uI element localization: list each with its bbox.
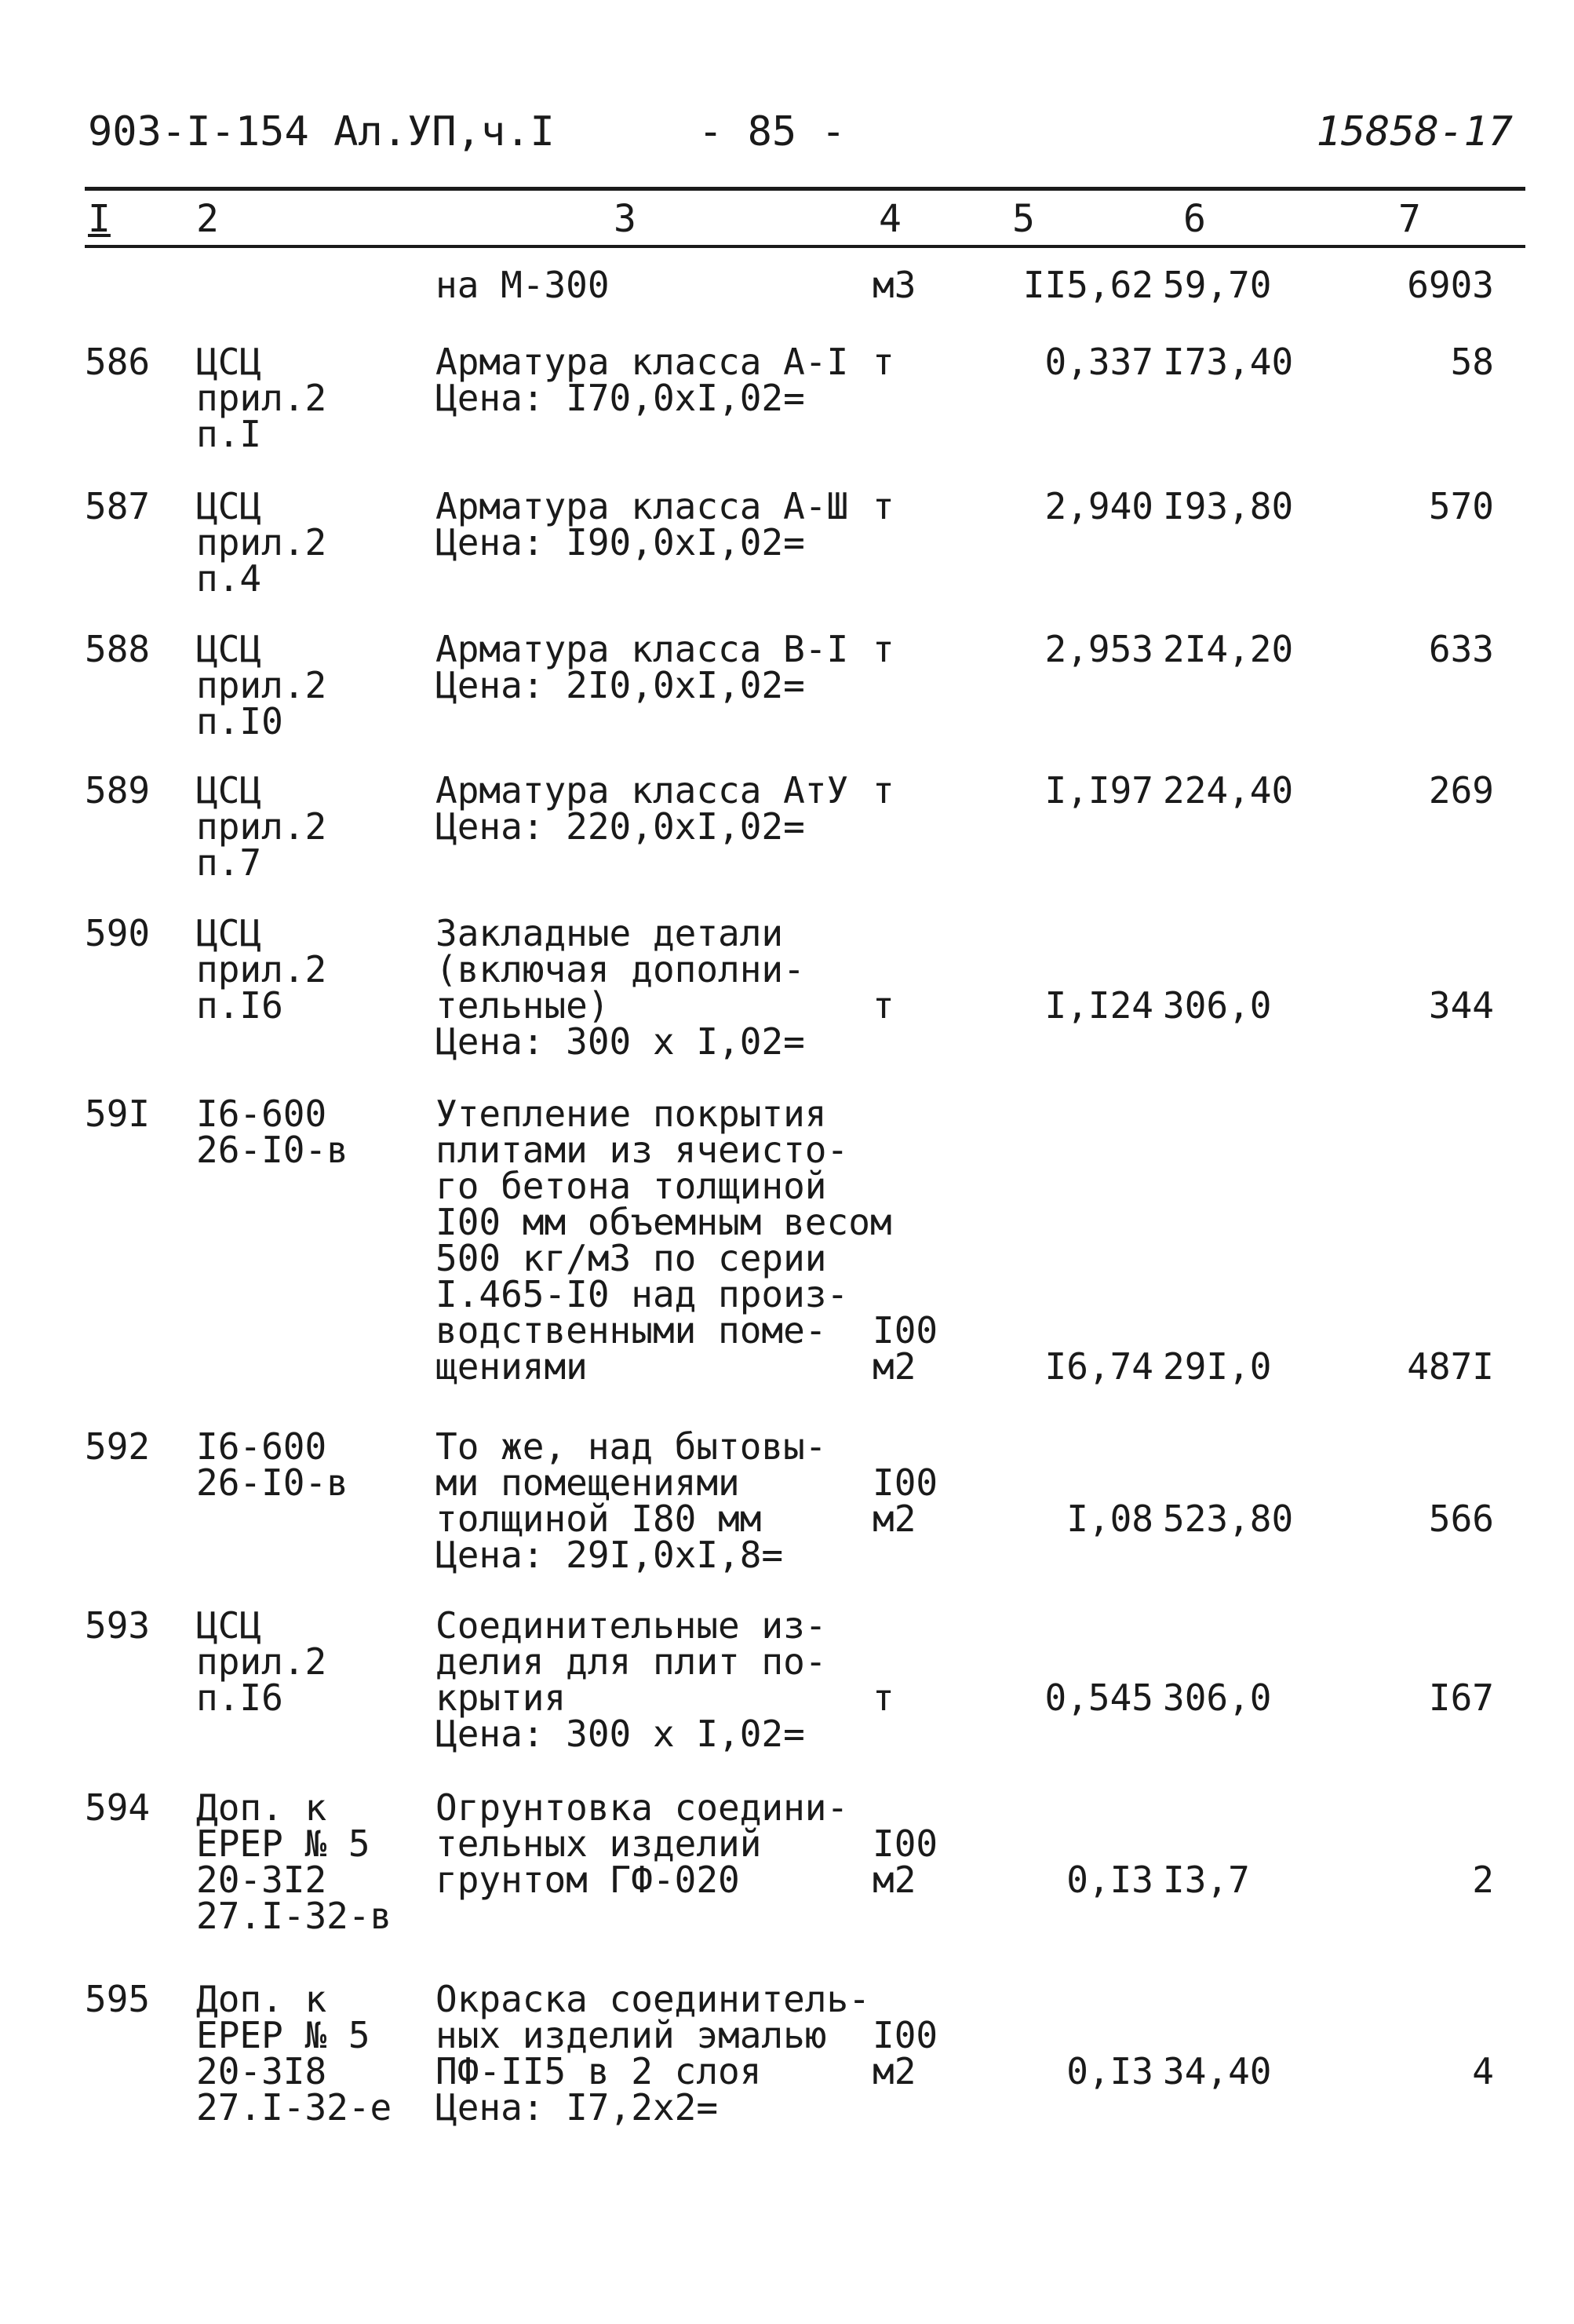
work-description-line: делия для плит по-	[435, 1640, 827, 1683]
sheet-number: 15858-17	[1316, 108, 1513, 155]
unit-line: м2	[873, 2050, 916, 2092]
work-description	[435, 341, 875, 419]
unit-price: 34,40	[1163, 2050, 1272, 2092]
rate-code-line: прил.2	[196, 805, 327, 848]
document-code: 903-I-154 Ал.УП,ч.I	[88, 108, 555, 155]
quantity: I,I97	[1044, 769, 1153, 812]
quantity: 0,337	[1044, 341, 1153, 383]
work-description	[435, 1093, 892, 1388]
rate-code-line: ЦСЦ	[196, 628, 262, 670]
rate-code-line: п.4	[196, 557, 262, 600]
work-description-line: го бетона толщиной	[435, 1165, 827, 1207]
total-cost: 633	[1428, 628, 1494, 670]
work-description	[435, 1978, 875, 2129]
unit-line	[873, 1981, 959, 2017]
unit-price: 523,80	[1163, 1498, 1294, 1540]
work-description-line: 500 кг/м3 по серии	[435, 1237, 827, 1279]
work-description-line: Цена: I70,0xI,02=	[435, 377, 805, 419]
item-number: 587	[85, 485, 151, 527]
total-cost: 487I	[1407, 1345, 1494, 1388]
unit-line	[873, 915, 959, 951]
unit-line: т	[873, 1676, 894, 1719]
work-description-line: Утепление покрытия	[435, 1093, 827, 1135]
unit-price: 59,70	[1163, 264, 1272, 306]
column-number-3: 3	[614, 197, 636, 241]
column-number-6: 6	[1183, 197, 1206, 241]
work-description	[435, 628, 875, 706]
unit-price: 306,0	[1163, 984, 1272, 1027]
work-description-line: крытия	[435, 1676, 567, 1719]
rate-code	[196, 1604, 416, 1719]
unit	[873, 341, 959, 383]
unit-line: I00	[873, 1822, 938, 1865]
work-description-line: плитами из ячеисто-	[435, 1129, 849, 1171]
rate-code-line: п.I6	[196, 1676, 283, 1719]
rate-code-line: 20-3I2	[196, 1859, 327, 1901]
unit	[873, 915, 959, 1027]
rate-code-line: ЦСЦ	[196, 769, 262, 812]
column-numbers-row	[0, 199, 1574, 242]
unit-line: т	[873, 769, 894, 812]
work-description-line: Соединительные из-	[435, 1604, 827, 1647]
work-description-line: Цена: 29I,0xI,8=	[435, 1534, 784, 1576]
work-description-line: на М-300	[435, 264, 610, 306]
work-description	[435, 264, 875, 306]
rate-code-line: 26-I0-в	[196, 1129, 348, 1171]
work-description-line: I00 мм объемным весом	[435, 1201, 892, 1243]
total-cost: I67	[1428, 1676, 1494, 1719]
rate-code-line: Доп. к	[196, 1786, 327, 1829]
rate-code-line: I6-600	[196, 1093, 327, 1135]
total-cost: 2	[1472, 1859, 1494, 1901]
unit-line	[873, 1168, 959, 1204]
work-description-line: Закладные детали	[435, 912, 784, 954]
unit	[873, 769, 959, 812]
rate-code-line: ЦСЦ	[196, 912, 262, 954]
work-description	[435, 1425, 875, 1576]
rate-code	[196, 1978, 416, 2129]
unit	[873, 1981, 959, 2092]
unit-price: 306,0	[1163, 1676, 1272, 1719]
rate-code	[196, 485, 416, 600]
unit	[873, 628, 959, 670]
unit-line	[873, 1240, 959, 1276]
rate-code	[196, 1425, 416, 1504]
rate-code-line: прил.2	[196, 948, 327, 991]
work-description-line: (включая дополни-	[435, 948, 805, 991]
quantity: 2,953	[1044, 628, 1153, 670]
work-description-line: Цена: 300 х I,02=	[435, 1713, 805, 1755]
column-header-rule	[85, 245, 1525, 248]
work-description	[435, 485, 875, 564]
work-description-line: Арматура класса АтУ	[435, 769, 849, 812]
work-description-line: ПФ-II5 в 2 слоя	[435, 2050, 762, 2092]
unit-line: т	[873, 485, 894, 527]
rate-code-line: прил.2	[196, 1640, 327, 1683]
unit	[873, 485, 959, 527]
work-description	[435, 1604, 875, 1755]
work-description-line: ми помещениями	[435, 1461, 740, 1504]
work-description-line: Арматура класса В-I	[435, 628, 849, 670]
rate-code-line: п.I	[196, 413, 262, 455]
unit-line: I00	[873, 2014, 938, 2056]
work-description-line: водственными поме-	[435, 1309, 827, 1352]
unit-line: м3	[873, 264, 916, 306]
item-number: 59I	[85, 1093, 151, 1135]
column-number-5: 5	[1012, 197, 1035, 241]
column-number-2: 2	[196, 197, 219, 241]
unit-line: м2	[873, 1859, 916, 1901]
work-description-line: ных изделий эмалью	[435, 2014, 827, 2056]
header-rule	[85, 187, 1525, 191]
work-description-line: толщиной I80 мм	[435, 1498, 762, 1540]
work-description-line: Цена: 220,0xI,02=	[435, 805, 805, 848]
unit	[873, 1428, 959, 1540]
unit-price: 224,40	[1163, 769, 1294, 812]
rate-code	[196, 1093, 416, 1171]
total-cost: 344	[1428, 984, 1494, 1027]
rate-code	[196, 341, 416, 455]
total-cost: 58	[1450, 341, 1494, 383]
page-number: - 85 -	[698, 108, 846, 155]
work-description	[435, 912, 875, 1063]
quantity: 0,I3	[1066, 2050, 1153, 2092]
work-description-line: грунтом ГФ-020	[435, 1859, 740, 1901]
total-cost: 4	[1472, 2050, 1494, 2092]
unit-price: I3,7	[1163, 1859, 1250, 1901]
work-description-line: I.465-I0 над произ-	[435, 1273, 849, 1315]
rate-code	[196, 769, 416, 884]
unit-line	[873, 1428, 959, 1465]
unit	[873, 1607, 959, 1719]
rate-code	[196, 628, 416, 742]
item-number: 589	[85, 769, 151, 812]
unit-line: I00	[873, 1309, 938, 1352]
work-description-line: Цена: I90,0xI,02=	[435, 521, 805, 564]
unit-price: I93,80	[1163, 485, 1294, 527]
unit-line	[873, 951, 959, 987]
unit-line	[873, 1276, 959, 1312]
total-cost: 566	[1428, 1498, 1494, 1540]
rate-code-line: ЕРЕР № 5	[196, 1822, 370, 1865]
work-description-line: Цена: 2I0,0xI,02=	[435, 664, 805, 706]
rate-code-line: 27.I-32-е	[196, 2086, 392, 2129]
work-description-line: тельных изделий	[435, 1822, 762, 1865]
unit-line	[873, 1132, 959, 1168]
quantity: II5,62	[1022, 264, 1153, 306]
rate-code-line: Доп. к	[196, 1978, 327, 2020]
quantity: I,08	[1066, 1498, 1153, 1540]
rate-code-line: ЦСЦ	[196, 485, 262, 527]
item-number: 586	[85, 341, 151, 383]
work-description-line: Цена: 300 х I,02=	[435, 1020, 805, 1063]
unit-line	[873, 1790, 959, 1826]
unit	[873, 1790, 959, 1901]
quantity: I,I24	[1044, 984, 1153, 1027]
quantity: 0,I3	[1066, 1859, 1153, 1901]
unit-line	[873, 1644, 959, 1680]
work-description-line: Цена: I7,2x2=	[435, 2086, 719, 2129]
column-number-1: I	[88, 197, 111, 241]
work-description-line: щениями	[435, 1345, 588, 1388]
column-number-7: 7	[1398, 197, 1421, 241]
column-number-4: 4	[879, 197, 902, 241]
total-cost: 6903	[1407, 264, 1494, 306]
unit-price: 2I4,20	[1163, 628, 1294, 670]
item-number: 588	[85, 628, 151, 670]
quantity: 2,940	[1044, 485, 1153, 527]
work-description	[435, 1786, 875, 1901]
rate-code-line: 26-I0-в	[196, 1461, 348, 1504]
rate-code-line: прил.2	[196, 521, 327, 564]
rate-code-line: ЦСЦ	[196, 1604, 262, 1647]
unit-line: I00	[873, 1461, 938, 1504]
quantity: 0,545	[1044, 1676, 1153, 1719]
work-description-line: тельные)	[435, 984, 610, 1027]
unit-line: т	[873, 984, 894, 1027]
item-number: 595	[85, 1978, 151, 2020]
item-number: 593	[85, 1604, 151, 1647]
unit-line: т	[873, 628, 894, 670]
unit-line: м2	[873, 1498, 916, 1540]
unit-line	[873, 1096, 959, 1132]
rate-code-line: прил.2	[196, 664, 327, 706]
total-cost: 570	[1428, 485, 1494, 527]
item-number: 592	[85, 1425, 151, 1468]
unit-price: I73,40	[1163, 341, 1294, 383]
work-description-line: Огрунтовка соедини-	[435, 1786, 849, 1829]
work-description	[435, 769, 875, 848]
rate-code-line: прил.2	[196, 377, 327, 419]
work-description-line: Окраска соединитель-	[435, 1978, 870, 2020]
rate-code-line: п.I6	[196, 984, 283, 1027]
rate-code-line: 27.I-32-в	[196, 1895, 392, 1937]
unit	[873, 1096, 959, 1388]
rate-code	[196, 912, 416, 1027]
rate-code-line: п.7	[196, 841, 262, 884]
work-description-line: Арматура класса А-I	[435, 341, 849, 383]
item-number: 594	[85, 1786, 151, 1829]
unit-line	[873, 1607, 959, 1644]
unit-line: т	[873, 341, 894, 383]
work-description-line: Арматура класса А-Ш	[435, 485, 849, 527]
unit-line	[873, 1204, 959, 1240]
rate-code-line: ЕРЕР № 5	[196, 2014, 370, 2056]
unit	[873, 264, 959, 306]
rate-code-line: п.I0	[196, 700, 283, 742]
rate-code	[196, 1786, 416, 1937]
rate-code-line: I6-600	[196, 1425, 327, 1468]
work-description-line: То же, над бытовы-	[435, 1425, 827, 1468]
rate-code-line: ЦСЦ	[196, 341, 262, 383]
unit-line: м2	[873, 1345, 916, 1388]
item-number: 590	[85, 912, 151, 954]
quantity: I6,74	[1044, 1345, 1153, 1388]
total-cost: 269	[1428, 769, 1494, 812]
unit-price: 29I,0	[1163, 1345, 1272, 1388]
rate-code-line: 20-3I8	[196, 2050, 327, 2092]
